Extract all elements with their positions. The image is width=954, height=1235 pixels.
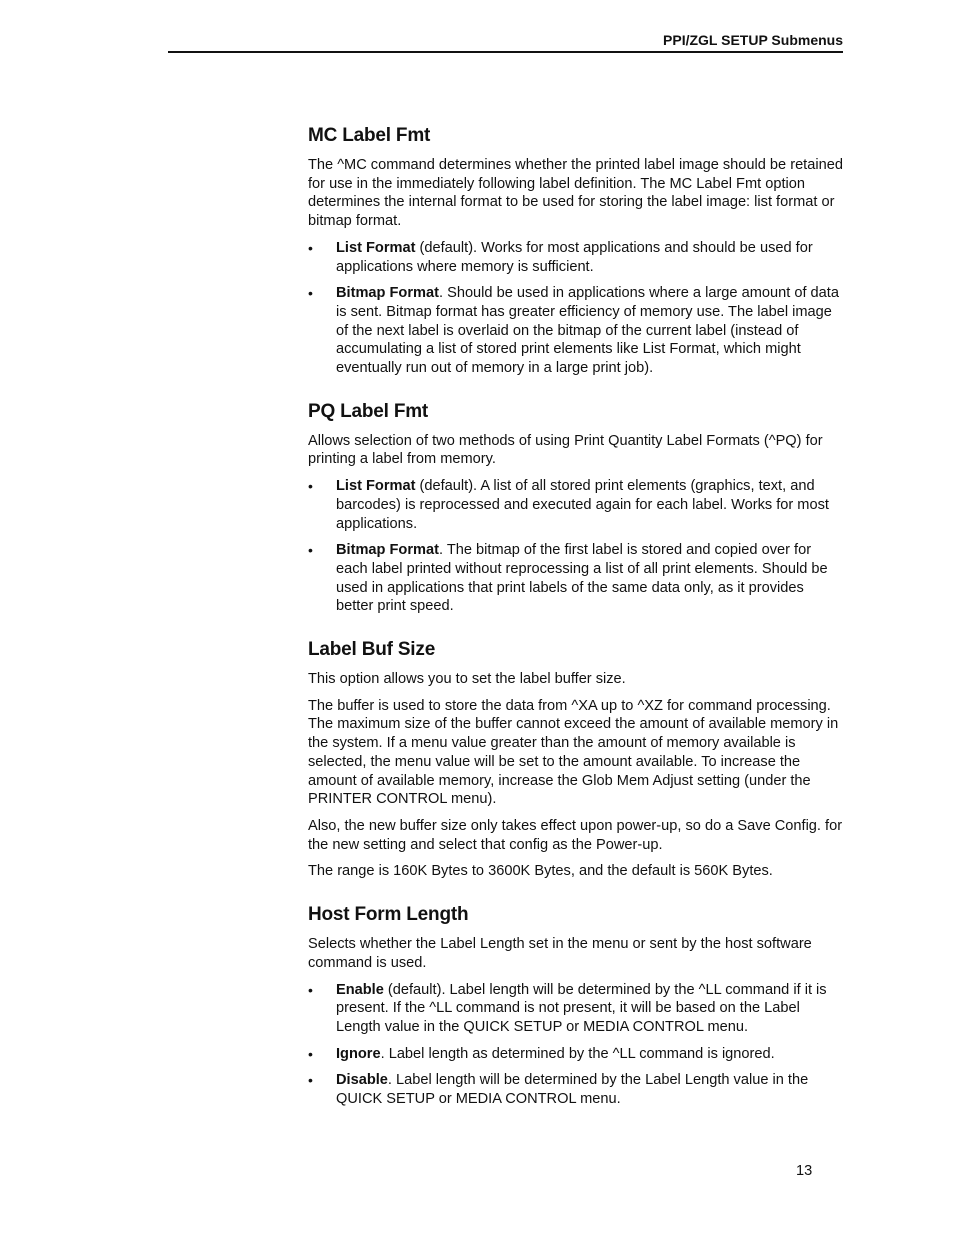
bullet-icon: • [308, 285, 313, 302]
bullet-item [308, 1045, 843, 1064]
paragraph: Selects whether the Label Length set in the menu or sent by the host software command is used. [308, 936, 812, 971]
section-host-form-length [308, 903, 843, 1109]
paragraph: Also, the new buffer size only takes effect upon power-up, so do a Save Config. for the new setting and select that config as the Power-up. [308, 817, 843, 853]
paragraph: The ^MC command determines whether the printed label image should be retained for use in the immediately following label definition. The MC Label Fmt option determines the internal format to be used for storing the label image: list format or bitmap format. [308, 157, 843, 230]
bullet-icon: • [308, 1072, 313, 1089]
bullet-term: Disable [336, 1072, 388, 1089]
bullet-item [308, 1071, 843, 1108]
bullet-text: . The bitmap of the first label is stored and copied over for each label printed without reprocessing a list of all print elements. Should be used in applications that print labels of the same data only, as it provides better print speed. [336, 542, 828, 615]
section-pq-label-fmt [308, 400, 843, 616]
document-body [308, 124, 843, 1117]
section-heading: MC Label Fmt [308, 125, 431, 146]
bullet-item [308, 239, 843, 276]
bullet-text: (default). Label length will be determined by the ^LL command if it is present. If the ^LL command is not present, it will be based on the Label Length value in the QUICK SETUP or MEDIA CONTROL menu. [336, 981, 827, 1035]
section-heading: Label Buf Size [308, 639, 436, 661]
bullet-text: . Label length as determined by the ^LL command is ignored. [380, 1045, 775, 1062]
section-heading: PQ Label Fmt [308, 400, 429, 422]
bullet-text: . Should be used in applications where a large amount of data is sent. Bitmap format has greater efficiency of memory use. The label image of the next label is overlaid on the bitmap of the current label (instead of accumulating a list of stored print elements like List Format, which might eventually run out of memory in a large print job). [336, 285, 839, 377]
bullet-term: Enable [336, 981, 384, 998]
bullet-text: . Label length will be determined by the Label Length value in the QUICK SETUP or MEDIA CONTROL menu. [336, 1072, 809, 1108]
bullet-item [308, 477, 843, 533]
bullet-item [308, 981, 843, 1037]
bullet-text: (default). A list of all stored print elements (graphics, text, and barcodes) is reprocessed and executed again for each label. Works for most applications. [336, 478, 829, 532]
bullet-icon: • [308, 1045, 313, 1062]
section-heading: Host Form Length [308, 904, 469, 926]
bullet-list [308, 477, 843, 616]
bullet-term: List Format [336, 478, 416, 495]
bullet-list [308, 239, 843, 378]
bullet-term: Ignore [336, 1045, 381, 1062]
bullet-term: Bitmap Format [336, 285, 439, 302]
bullet-list [308, 981, 843, 1109]
paragraph: The range is 160K Bytes to 3600K Bytes, and the default is 560K Bytes. [308, 863, 773, 880]
bullet-term: Bitmap Format [336, 542, 439, 559]
bullet-icon: • [308, 981, 313, 998]
paragraph: Allows selection of two methods of using Print Quantity Label Formats (^PQ) for printing a label from memory. [308, 432, 823, 468]
bullet-item [308, 541, 843, 616]
page-number: 13 [796, 1163, 813, 1179]
bullet-item [308, 284, 843, 378]
paragraph: The buffer is used to store the data from ^XA up to ^XZ for command processing. The maximum size of the buffer cannot exceed the amount of available memory in the system. If a menu value greater than the amount of memory available is selected, the menu value will be set to the amount available. To increase the amount of available memory, increase the Glob Mem Adjust setting (under the PRINTER CONTROL menu). [308, 697, 839, 808]
section-label-buf-size [308, 638, 843, 881]
running-header [168, 30, 843, 53]
running-header-title: PPI/ZGL SETUP Submenus [663, 32, 843, 48]
bullet-icon: • [308, 478, 313, 495]
section-mc-label-fmt [308, 124, 843, 378]
bullet-icon: • [308, 542, 313, 559]
bullet-term: List Format [336, 239, 416, 256]
bullet-icon: • [308, 239, 313, 256]
paragraph: This option allows you to set the label buffer size. [308, 671, 626, 688]
bullet-text: (default). Works for most applications and should be used for applications where memory is sufficient. [336, 239, 813, 275]
